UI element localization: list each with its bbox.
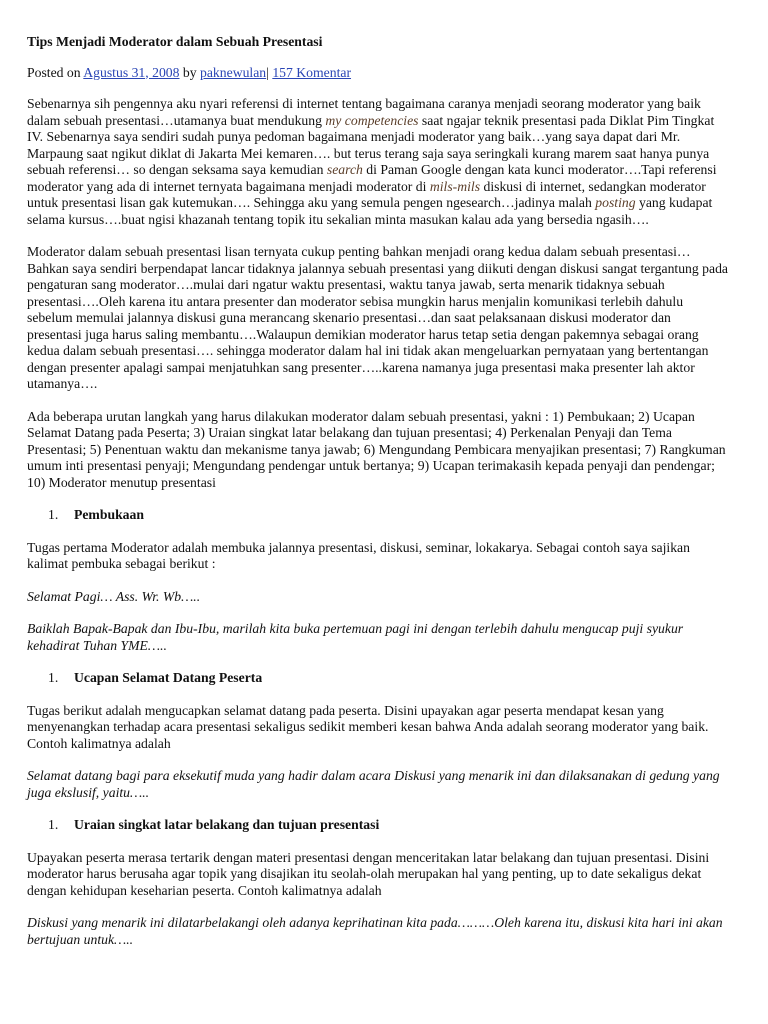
steps-paragraph: Ada beberapa urutan langkah yang harus dilakukan moderator dalam sebuah presentasi, yakni : 1) Pembukaan; 2) Ucapan Selamat Datang pada Peserta; 3) Uraian singkat latar belakang dan tujuan presentasi; 4) Perkenalan Penyaji dan Tema Presentasi; 5) Penentuan waktu dan mekanisme tanya jawab; 6) Mengundang Pembicara menyajikan presentasi; 7) Rangkuman umum inti presentasi penyaji; Mengundang pendengar untuk bertanya; 9) Ucapan terimakasih kepada penyaji dan pendengar; 10) Moderator menutup presentasi [27, 408, 726, 490]
comments-link[interactable]: 157 Komentar [272, 64, 352, 80]
author-link[interactable]: paknewulan [200, 64, 267, 80]
article-title: Tips Menjadi Moderator dalam Sebuah Presentasi [27, 34, 323, 49]
section-title: Uraian singkat latar belakang dan tujuan presentasi [74, 817, 380, 832]
by-label: by [179, 64, 201, 80]
intro-text-2: saat ngajar teknik presentasi pada Diklat Pim Tingkat IV. Sebenarnya saya sendiri sudah punya pedoman bagaimana menjadi moderator yang baik…yang saya dapat dari Mr. Marpaung saat ngikut diklat di Jakarta Mei kemaren…. but terus terang saja saya seringkali kurang marem saat hanya punya sebuah referensi… so dengan seksama saya kemudian [27, 112, 715, 177]
example-quote: Diskusi yang menarik ini dilatarbelakangi oleh adanya keprihatinan kita pada………Oleh karena itu, diskusi kita hari ini akan bertujuan untuk….. [27, 915, 723, 947]
section-number: 1. [48, 507, 59, 522]
example-quote: Selamat Pagi… Ass. Wr. Wb….. [27, 588, 201, 604]
section-number: 1. [48, 670, 59, 685]
posted-on-label: Posted on [27, 64, 84, 80]
section-body: Tugas pertama Moderator adalah membuka jalannya presentasi, diskusi, seminar, lokakarya. Sebagai contoh saya sajikan kalimat pembuka sebagai berikut : [27, 539, 690, 571]
section-heading-pembukaan [27, 507, 728, 524]
section-heading-uraian [27, 817, 728, 834]
section-body: Upayakan peserta merasa tertarik dengan materi presentasi dengan menceritakan latar belakang dan tujuan presentasi. Disini moderator harus berusaha agar topik yang disajikan itu seolah-olah merupakan hal yang penting, up to date sekaligus dekat dengan kehidupan keseharian peserta. Contoh kalimatnya adalah [27, 849, 710, 898]
moderator-role-paragraph: Moderator dalam sebuah presentasi lisan ternyata cukup penting bahkan menjadi orang kedua dalam sebuah presentasi…Bahkan saya sendiri berpendapat lancar tidaknya jalannya sebuah presentasi yang diikuti dengan diskusi sangat tergantung pada pengaturan sang moderator….mulai dari ngatur waktu presentasi, waktu tanya jawab, serta menarik tidaknya sebuah presentasi….Oleh karena itu antara presenter dan moderator sebisa mungkin harus menjalin komunikasi terlebih dahulu sebelum memulai jalannya diskusi guna merancang skenario presentasi…dan saat pelaksanaan diskusi moderator dan presentasi juga harus saling membantu….Walaupun demikian moderator harus tetap setia dengan pakemnya sebagai orang kedua dalam sebuah presentasi…. sehingga moderator dalam hal ini tidak akan mengeluarkan pernyataan yang bertentangan dengan presenter apalagi sampai menjatuhkan sang presenter…..karena namanya juga presentasi maka presenter lah aktor utamanya…. [27, 244, 729, 391]
section-body: Tugas berikut adalah mengucapkan selamat datang pada peserta. Disini upayakan agar peserta mendapat kesan yang menyenangkan terhadap acara presentasi sekaligus sedikit memberi kesan bahwa Anda adalah seorang moderator yang baik. Contoh kalimatnya adalah [27, 702, 709, 751]
intro-text-3: di Paman Google dengan kata kunci moderator….Tapi referensi moderator yang ada di internet ternyata bagaimana menjadi moderator di [27, 162, 717, 194]
intro-emphasis-search: search [326, 162, 363, 177]
section-title: Ucapan Selamat Datang Peserta [74, 670, 263, 685]
meta-separator: | [266, 64, 273, 80]
intro-emphasis-posting: posting [595, 195, 636, 210]
example-quote: Baiklah Bapak-Bapak dan Ibu-Ibu, marilah kita buka pertemuan pagi ini dengan terlebih dahulu mengucap puji syukur kehadirat Tuhan YME….. [27, 621, 684, 653]
example-quote: Selamat datang bagi para eksekutif muda yang hadir dalam acara Diskusi yang menarik ini dan dilaksanakan di gedung yang juga ekslusif, yaitu….. [27, 768, 720, 800]
intro-emphasis-mils: mils-mils [429, 178, 481, 194]
post-date-link[interactable]: Agustus 31, 2008 [83, 64, 180, 80]
intro-text-4: diskusi di internet, sedangkan moderator untuk presentasi lisan gak kutemukan…. Sehingga aku yang semula pengen ngesearch…jadinya malah [27, 178, 706, 210]
intro-emphasis-competencies: my competencies [325, 112, 419, 128]
section-number: 1. [48, 817, 59, 832]
section-heading-ucapan [27, 670, 728, 687]
intro-paragraph [27, 96, 728, 228]
intro-text-1: Sebenarnya sih pengennya aku nyari referensi di internet tentang bagaimana caranya menjadi seorang moderator yang baik dalam sebuah presentasi…utamanya buat mendukung [27, 96, 701, 128]
post-meta [27, 65, 728, 82]
section-title: Pembukaan [74, 507, 144, 522]
intro-text-5: yang kudapat selama kursus….buat ngisi khazanah tentang topik itu sekalian minta masukan kalau ada yang bersedia ngasih…. [27, 195, 713, 227]
